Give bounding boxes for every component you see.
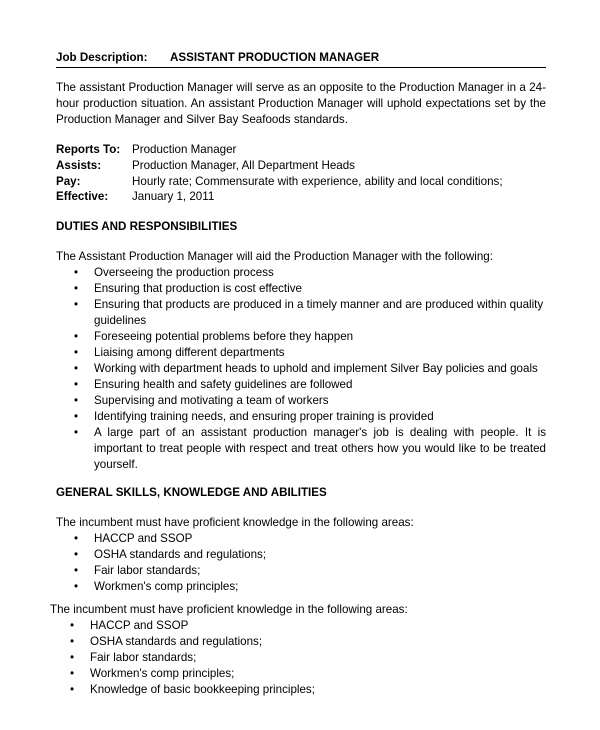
- skills2-intro: The incumbent must have proficient knowledge in the following areas:: [50, 603, 408, 616]
- list-item: • Supervising and motivating a team of workers: [74, 394, 329, 407]
- list-item: • OSHA standards and regulations;: [70, 635, 263, 648]
- job-description-label: Job Description:: [56, 51, 148, 64]
- bullet-icon: •: [74, 564, 79, 577]
- list-item: • OSHA standards and regulations;: [74, 548, 267, 561]
- skills-list: [0, 531, 546, 595]
- bullet-icon: •: [74, 394, 79, 407]
- list-item: • Identifying training needs, and ensuring proper training is provided: [74, 410, 434, 423]
- bullet-icon: •: [74, 426, 79, 439]
- bullet-icon: •: [70, 683, 75, 696]
- list-item: • HACCP and SSOP: [70, 619, 189, 632]
- detail-value: Hourly rate; Commensurate with experience, ability and local conditions;: [132, 175, 503, 188]
- bullet-icon: •: [74, 330, 79, 343]
- bullet-icon: •: [70, 651, 75, 664]
- list-item: • Workmen's comp principles;: [74, 580, 239, 593]
- bullet-icon: •: [74, 282, 79, 295]
- list-item: • Overseeing the production process: [74, 266, 274, 279]
- bullet-icon: •: [70, 619, 75, 632]
- detail-value: Production Manager: [132, 143, 237, 156]
- bullet-icon: •: [74, 580, 79, 593]
- list-item: • HACCP and SSOP: [74, 532, 193, 545]
- duties-intro: The Assistant Production Manager will aid the Production Manager with the following:: [56, 250, 493, 263]
- bullet-icon: •: [70, 635, 75, 648]
- list-item: • Knowledge of basic bookkeeping principles;: [70, 683, 315, 696]
- list-item: • A large part of an assistant production manager's job is dealing with people. It is important to treat people with respect and treat others how you would like to be treated yourself.: [74, 426, 546, 471]
- bullet-icon: •: [74, 362, 79, 375]
- list-item: • Ensuring health and safety guidelines are followed: [74, 378, 353, 391]
- bullet-icon: •: [74, 410, 79, 423]
- bullet-icon: •: [70, 667, 75, 680]
- bullet-icon: •: [74, 548, 79, 561]
- list-item: • Fair labor standards;: [70, 651, 197, 664]
- detail-key: Effective:: [56, 190, 109, 203]
- bullet-icon: •: [74, 532, 79, 545]
- list-item: • Workmen's comp principles;: [70, 667, 235, 680]
- detail-value: January 1, 2011: [132, 190, 215, 203]
- bullet-icon: •: [74, 378, 79, 391]
- skills2-list: [0, 618, 546, 698]
- list-item: • Fair labor standards;: [74, 564, 201, 577]
- bullet-icon: •: [74, 298, 79, 311]
- detail-value: Production Manager, All Department Heads: [132, 159, 355, 172]
- list-item: • Ensuring that production is cost effective: [74, 282, 302, 295]
- list-item: • Liaising among different departments: [74, 346, 285, 359]
- job-description-header: [56, 51, 546, 68]
- duties-heading: DUTIES AND RESPONSIBILITIES: [56, 220, 238, 233]
- bullet-icon: •: [74, 346, 79, 359]
- detail-key: Reports To:: [56, 143, 121, 156]
- intro-paragraph: The assistant Production Manager will serve as an opposite to the Production Manager in a 24-hour production situation. An assistant Production Manager will uphold expectations set by the Production Manager and Silver Bay Seafoods standards.: [56, 81, 546, 126]
- bullet-icon: •: [74, 266, 79, 279]
- list-item: • Foreseeing potential problems before they happen: [74, 330, 354, 343]
- duties-list: [0, 265, 546, 473]
- skills-heading: GENERAL SKILLS, KNOWLEDGE AND ABILITIES: [56, 486, 327, 499]
- detail-key: Pay:: [56, 175, 81, 188]
- list-item: • Ensuring that products are produced in a timely manner and are produced within quality guidelines: [74, 298, 544, 327]
- skills-intro: The incumbent must have proficient knowledge in the following areas:: [56, 516, 414, 529]
- detail-key: Assists:: [56, 159, 102, 172]
- list-item: • Working with department heads to uphold and implement Silver Bay policies and goals: [74, 362, 538, 375]
- job-title: ASSISTANT PRODUCTION MANAGER: [170, 51, 380, 64]
